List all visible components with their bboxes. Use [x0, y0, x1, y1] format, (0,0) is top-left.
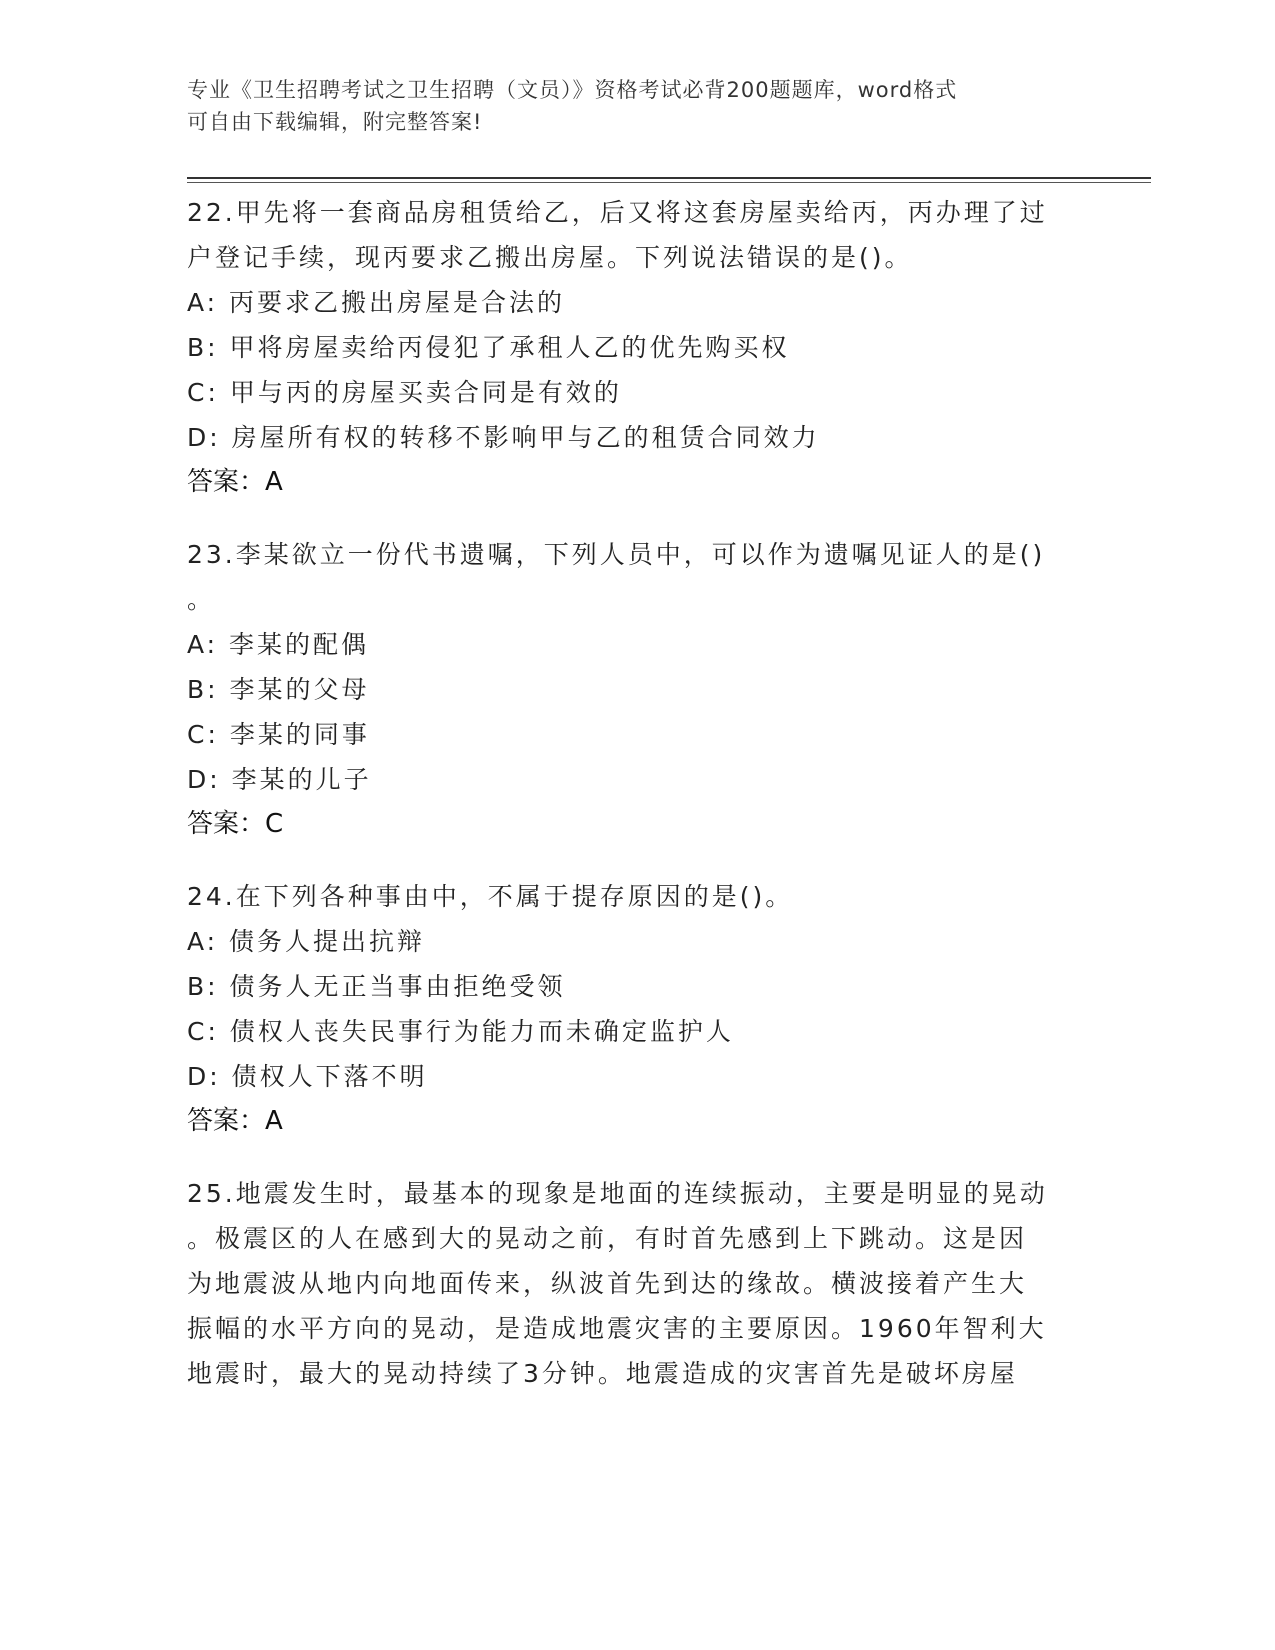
header-divider-thin: [187, 182, 1151, 183]
option-d: D: 李某的儿子: [187, 765, 372, 794]
question-stem-line: 。极震区的人在感到大的晃动之前，有时首先感到上下跳动。这是因: [187, 1224, 1028, 1253]
option-c: C: 李某的同事: [187, 720, 370, 749]
answer-label: 答案：: [187, 1106, 266, 1136]
option-b: B: 债务人无正当事由拒绝受领: [187, 972, 566, 1001]
option-a: A: 丙要求乙搬出房屋是合法的: [187, 288, 566, 317]
question-23: [187, 532, 1067, 847]
question-stem-line: 23.李某欲立一份代书遗嘱，下列人员中，可以作为遗嘱见证人的是(): [187, 540, 1046, 569]
option-b: B: 李某的父母: [187, 675, 370, 704]
answer-line: [187, 460, 1067, 505]
answer-label: 答案：: [187, 467, 266, 497]
question-22: [187, 190, 1067, 505]
option-a: A: 李某的配偶: [187, 630, 370, 659]
option-a: A: 债务人提出抗辩: [187, 927, 426, 956]
header-line-2: 可自由下载编辑，附完整答案!: [187, 110, 483, 134]
question-list: [187, 190, 1067, 1423]
answer-value: A: [265, 1106, 284, 1136]
answer-value: A: [265, 467, 284, 497]
question-stem-line: 。: [187, 585, 216, 614]
question-stem-line: 为地震波从地内向地面传来，纵波首先到达的缘故。横波接着产生大: [187, 1269, 1028, 1298]
question-stem-line: 振幅的水平方向的晃动，是造成地震灾害的主要原因。1960年智利大: [187, 1314, 1047, 1343]
question-24: [187, 874, 1067, 1144]
header-line-1: 专业《卫生招聘考试之卫生招聘（文员）》资格考试必背200题题库，word格式: [187, 78, 958, 102]
answer-label: 答案：: [187, 809, 266, 839]
question-stem-line: 户登记手续，现丙要求乙搬出房屋。下列说法错误的是()。: [187, 243, 913, 272]
option-d: D: 房屋所有权的转移不影响甲与乙的租赁合同效力: [187, 423, 820, 452]
answer-line: [187, 802, 1067, 847]
question-25: [187, 1171, 1067, 1396]
option-c: C: 债权人丧失民事行为能力而未确定监护人: [187, 1017, 734, 1046]
question-stem-line: 24.在下列各种事由中，不属于提存原因的是()。: [187, 882, 794, 911]
document-header: [187, 74, 1067, 138]
option-b: B: 甲将房屋卖给丙侵犯了承租人乙的优先购买权: [187, 333, 790, 362]
answer-value: C: [265, 809, 285, 839]
question-stem-line: 22.甲先将一套商品房租赁给乙，后又将这套房屋卖给丙，丙办理了过: [187, 198, 1048, 227]
option-d: D: 债权人下落不明: [187, 1062, 428, 1091]
question-stem-line: 地震时，最大的晃动持续了3分钟。地震造成的灾害首先是破坏房屋: [187, 1359, 1018, 1388]
header-divider-thick: [187, 177, 1151, 179]
option-c: C: 甲与丙的房屋买卖合同是有效的: [187, 378, 622, 407]
question-stem-line: 25.地震发生时，最基本的现象是地面的连续振动，主要是明显的晃动: [187, 1179, 1048, 1208]
answer-line: [187, 1099, 1067, 1144]
